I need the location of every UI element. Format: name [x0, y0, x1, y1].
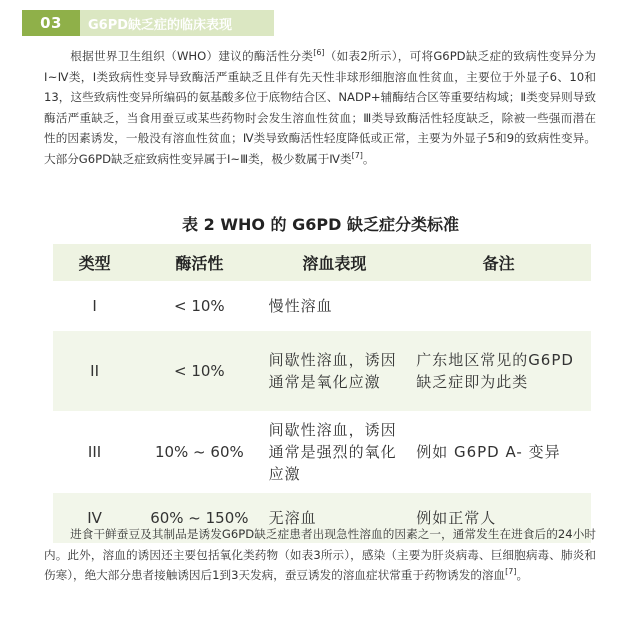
column-header-note: 备注	[406, 244, 591, 281]
section-number: 03	[22, 10, 80, 36]
column-header-type: 类型	[53, 244, 136, 281]
hemolysis-cell: 间歇性溶血，诱因通常是强烈的氧化应激	[268, 421, 397, 483]
type-cell: III	[87, 443, 102, 461]
paragraph-text: 根据世界卫生组织（WHO）建议的酶活性分类	[70, 49, 314, 63]
type-cell: I	[92, 297, 97, 315]
table-title: 表 2 WHO 的 G6PD 缺乏症分类标准	[182, 215, 459, 234]
activity-cell: < 10%	[136, 331, 262, 411]
section-header	[22, 10, 274, 36]
paragraph-text: 。	[362, 151, 375, 166]
table-row	[53, 281, 591, 331]
table-row	[53, 331, 591, 411]
paragraph-text: （如表2所示），可将G6PD缺乏症的致病性变异分为Ⅰ~Ⅳ类，Ⅰ类致病性变异导致酶活严重缺乏且伴有先天性非球形细胞溶血性贫血，主要位于外显子6、10和13，这些致病性变异所编码的氨基酸多位于底物结合区、NADP+辅酶结合区等重要结构域；Ⅱ类变异则导致酶活严重缺乏，当食用蚕豆或某些药物时会发生溶血性贫血；Ⅲ类导致酶活性轻度缺乏，除被一些强而潜在性的因素诱发，一般没有溶血性贫血；Ⅳ类导致酶活性轻度降低或正常，主要为外显子5和9的致病性变异。大部分G6PD缺乏症致病性变异属于Ⅰ~Ⅲ类，极少数属于Ⅳ类	[44, 49, 596, 166]
paragraph-classification	[44, 46, 596, 169]
column-header-hemolysis: 溶血表现	[263, 244, 407, 281]
reference-link[interactable]: [6]	[313, 48, 325, 58]
reference-link[interactable]: [7]	[505, 567, 517, 577]
paragraph-text: 。	[516, 568, 529, 582]
activity-cell: < 10%	[174, 297, 225, 315]
note-cell: 例如 G6PD A- 变异	[416, 443, 561, 461]
table-row	[53, 411, 591, 493]
activity-cell: 60% ~ 150%	[136, 493, 262, 543]
paragraph-triggers	[44, 524, 596, 586]
classification-table	[53, 244, 591, 543]
reference-link[interactable]: [7]	[351, 150, 363, 160]
activity-cell: 10% ~ 60%	[154, 443, 244, 461]
type-cell: IV	[53, 493, 136, 543]
note-cell: 广东地区常见的G6PD缺乏症即为此类	[406, 331, 591, 411]
table-header-row	[53, 244, 591, 281]
hemolysis-cell: 间歇性溶血，诱因通常是氧化应激	[263, 331, 407, 411]
note-cell: 例如正常人	[406, 493, 591, 543]
column-header-activity: 酶活性	[136, 244, 262, 281]
note-cell	[406, 281, 591, 331]
type-cell: II	[53, 331, 136, 411]
hemolysis-cell: 慢性溶血	[268, 297, 333, 315]
section-title: G6PD缺乏症的临床表现	[88, 17, 233, 33]
paragraph-text: 进食干鲜蚕豆及其制品是诱发G6PD缺乏症患者出现急性溶血的因素之一，通常发生在进食后的24小时内。此外，溶血的诱因还主要包括氧化类药物（如表3所示），感染（主要为肝炎病毒、巨细胞病毒、肺炎和伤寒），绝大部分患者接触诱因后1到3天发病，蚕豆诱发的溶血症状常重于药物诱发的溶血	[44, 527, 596, 582]
hemolysis-cell: 无溶血	[263, 493, 407, 543]
